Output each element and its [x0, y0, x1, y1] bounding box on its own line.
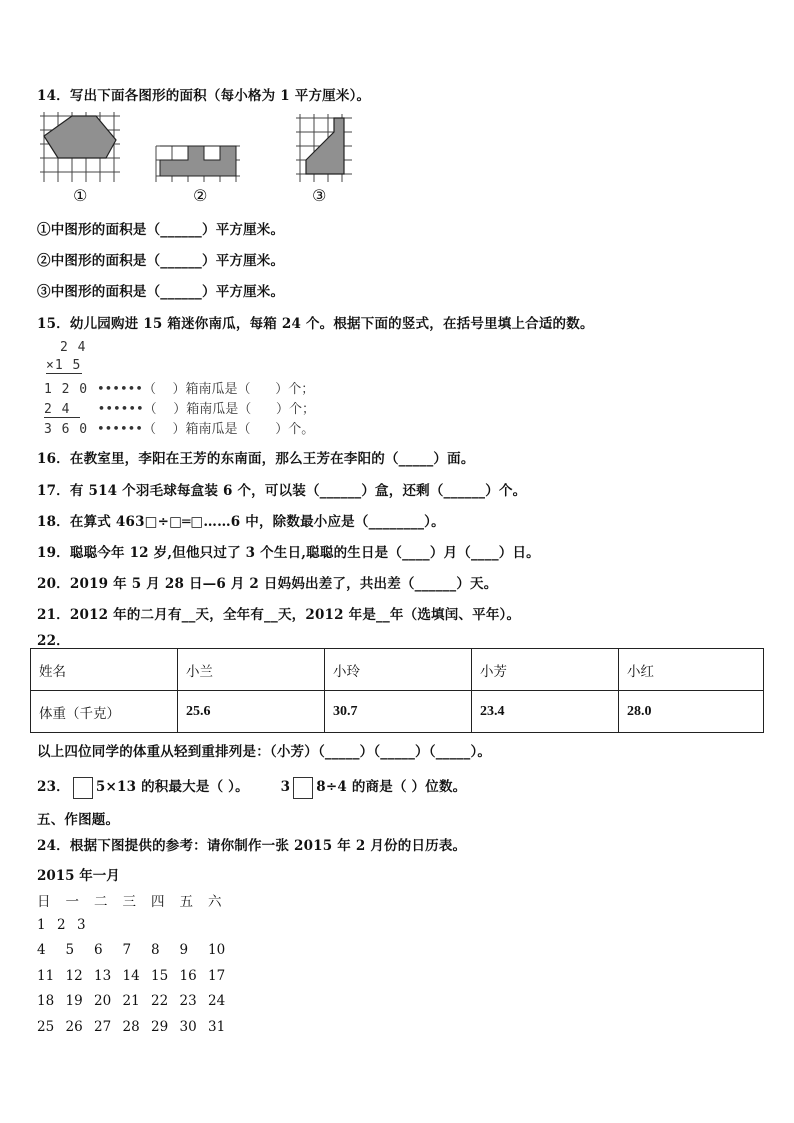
calendar-day: 14: [122, 968, 140, 984]
calendar-day: 23: [179, 993, 197, 1009]
q19: 19．聪聪今年 12 岁,但他只过了 3 个生日,聪聪的生日是（____）月（____）日。: [37, 545, 540, 561]
figure-1-label: ①: [73, 186, 88, 205]
calendar-day: 21: [122, 993, 140, 1009]
calendar-day: 7: [122, 942, 132, 958]
table-cell: 25.6: [178, 691, 325, 733]
table-header-row: [31, 649, 764, 691]
calendar-day: 8: [151, 942, 160, 958]
q23-part2-prefix: 3: [280, 779, 291, 795]
blank-box: [73, 777, 93, 799]
table-row-label: 体重（千克）: [31, 691, 178, 733]
calendar-day: 25: [37, 1019, 55, 1035]
q14-answer-2: ②中图形的面积是（______）平方厘米。: [37, 253, 285, 269]
blank-box: [293, 777, 313, 799]
q23-prefix: 23．: [37, 779, 70, 795]
calendar-day: 18: [37, 993, 55, 1009]
weekday-label: 五: [179, 894, 193, 910]
calendar-day: 4: [37, 942, 46, 958]
q14-title: 14．写出下面各图形的面积（每小格为 1 平方厘米）。: [37, 88, 371, 104]
q22-sentence: 以上四位同学的体重从轻到重排列是：（小芳）（_____）（_____）（_____）。: [37, 744, 492, 760]
table-header-cell: 小芳: [472, 649, 619, 691]
q22-number: 22．: [37, 633, 70, 649]
calendar-week-4: [37, 993, 237, 1009]
calc-line-3-num: 1 2 0: [44, 382, 89, 397]
q23-part2: 8÷4 的商是（ ）位数。: [316, 779, 467, 795]
figure-1-hexagon: [40, 112, 122, 184]
table-cell: 23.4: [472, 691, 619, 733]
section-5-heading: 五、作图题。: [37, 812, 120, 828]
weekday-label: 三: [122, 894, 136, 910]
calendar-week-3: [37, 968, 237, 984]
calendar-day: 27: [94, 1019, 112, 1035]
calendar-day: 1: [37, 917, 46, 933]
calendar-day: 2: [57, 917, 66, 933]
q24: 24．根据下图提供的参考：请你制作一张 2015 年 2 月份的日历表。: [37, 838, 467, 854]
calendar-day: 28: [122, 1019, 140, 1035]
calendar-day: 12: [65, 968, 83, 984]
weekday-label: 二: [94, 894, 108, 910]
table-cell: 28.0: [619, 691, 764, 733]
calendar-day: 31: [208, 1019, 226, 1035]
table-row: [31, 691, 764, 733]
calc-line-3-text: ••••••（ ）箱南瓜是（ ）个；: [96, 382, 315, 397]
calendar-day: 22: [151, 993, 169, 1009]
q21: 21．2012 年的二月有__天，全年有__天，2012 年是__年（选填闰、平年）。: [37, 607, 521, 623]
q17: 17．有 514 个羽毛球每盒装 6 个，可以装（______）盒，还剩（______）个。: [37, 483, 527, 499]
table-cell: 30.7: [325, 691, 472, 733]
calendar-day: 19: [65, 993, 83, 1009]
q14-answer-1: ①中图形的面积是（______）平方厘米。: [37, 222, 285, 238]
q20: 20．2019 年 5 月 28 日—6 月 2 日妈妈出差了，共出差（______）天。: [37, 576, 498, 592]
calendar-week-1: [37, 917, 106, 933]
figure-2-label: ②: [193, 186, 208, 205]
weekday-label: 日: [37, 894, 51, 910]
q14-answer-3: ③中图形的面积是（______）平方厘米。: [37, 284, 285, 300]
figure-3-trapezoid: [296, 112, 354, 184]
calc-line-4: [44, 398, 315, 418]
q18: 18．在算式 463□÷□═□……6 中，除数最小应是（________）。: [37, 514, 445, 530]
q23: [37, 775, 466, 799]
calendar-day: 20: [94, 993, 112, 1009]
calc-line-1: 2 4: [60, 340, 87, 355]
calendar-day: 17: [208, 968, 226, 984]
q16: 16．在教室里，李阳在王芳的东南面，那么王芳在李阳的（_____）面。: [37, 451, 475, 467]
figure-3-label: ③: [312, 186, 327, 205]
weekday-label: 一: [65, 894, 79, 910]
calendar-day: 5: [65, 942, 75, 958]
calendar-day: 6: [94, 942, 103, 958]
table-header-cell: 姓名: [31, 649, 178, 691]
weekday-label: 六: [208, 894, 222, 910]
calc-line-5-num: 3 6 0: [44, 422, 89, 437]
calendar-day: 15: [151, 968, 169, 984]
weight-table: [30, 648, 764, 733]
figure-2-shape: [154, 142, 244, 184]
calendar-week-5: [37, 1019, 237, 1035]
calc-line-4-num: 2 4: [44, 402, 80, 418]
weekday-label: 四: [151, 894, 165, 910]
q23-part1: 5×13 的积最大是（ ）。: [95, 779, 249, 795]
calendar-day: 16: [179, 968, 197, 984]
calendar-title: 2015 年一月: [37, 868, 120, 884]
calendar-day: 10: [208, 942, 226, 958]
calendar-day: 9: [179, 942, 189, 958]
calc-line-3: [44, 378, 314, 397]
calendar-day: 13: [94, 968, 112, 984]
calendar-day: 24: [208, 993, 226, 1009]
table-header-cell: 小红: [619, 649, 764, 691]
table-header-cell: 小兰: [178, 649, 325, 691]
calc-line-5-text: ••••••（ ）箱南瓜是（ ）个。: [96, 422, 315, 437]
calc-line-5: [44, 418, 314, 437]
calendar-day: 29: [151, 1019, 169, 1035]
calendar-day: 30: [179, 1019, 197, 1035]
calendar-week-2: [37, 942, 237, 958]
table-header-cell: 小玲: [325, 649, 472, 691]
calendar-day: 11: [37, 968, 55, 984]
calendar-day: 26: [65, 1019, 83, 1035]
calendar-day: 3: [77, 917, 86, 933]
calc-line-4-text: ••••••（ ）箱南瓜是（ ）个；: [97, 402, 315, 417]
q15-title: 15．幼儿园购进 15 箱迷你南瓜，每箱 24 个。根据下面的竖式，在括号里填上合适的数。: [37, 316, 594, 332]
calc-line-2: ×1 5: [46, 358, 82, 373]
calendar-weekdays: [37, 890, 237, 910]
